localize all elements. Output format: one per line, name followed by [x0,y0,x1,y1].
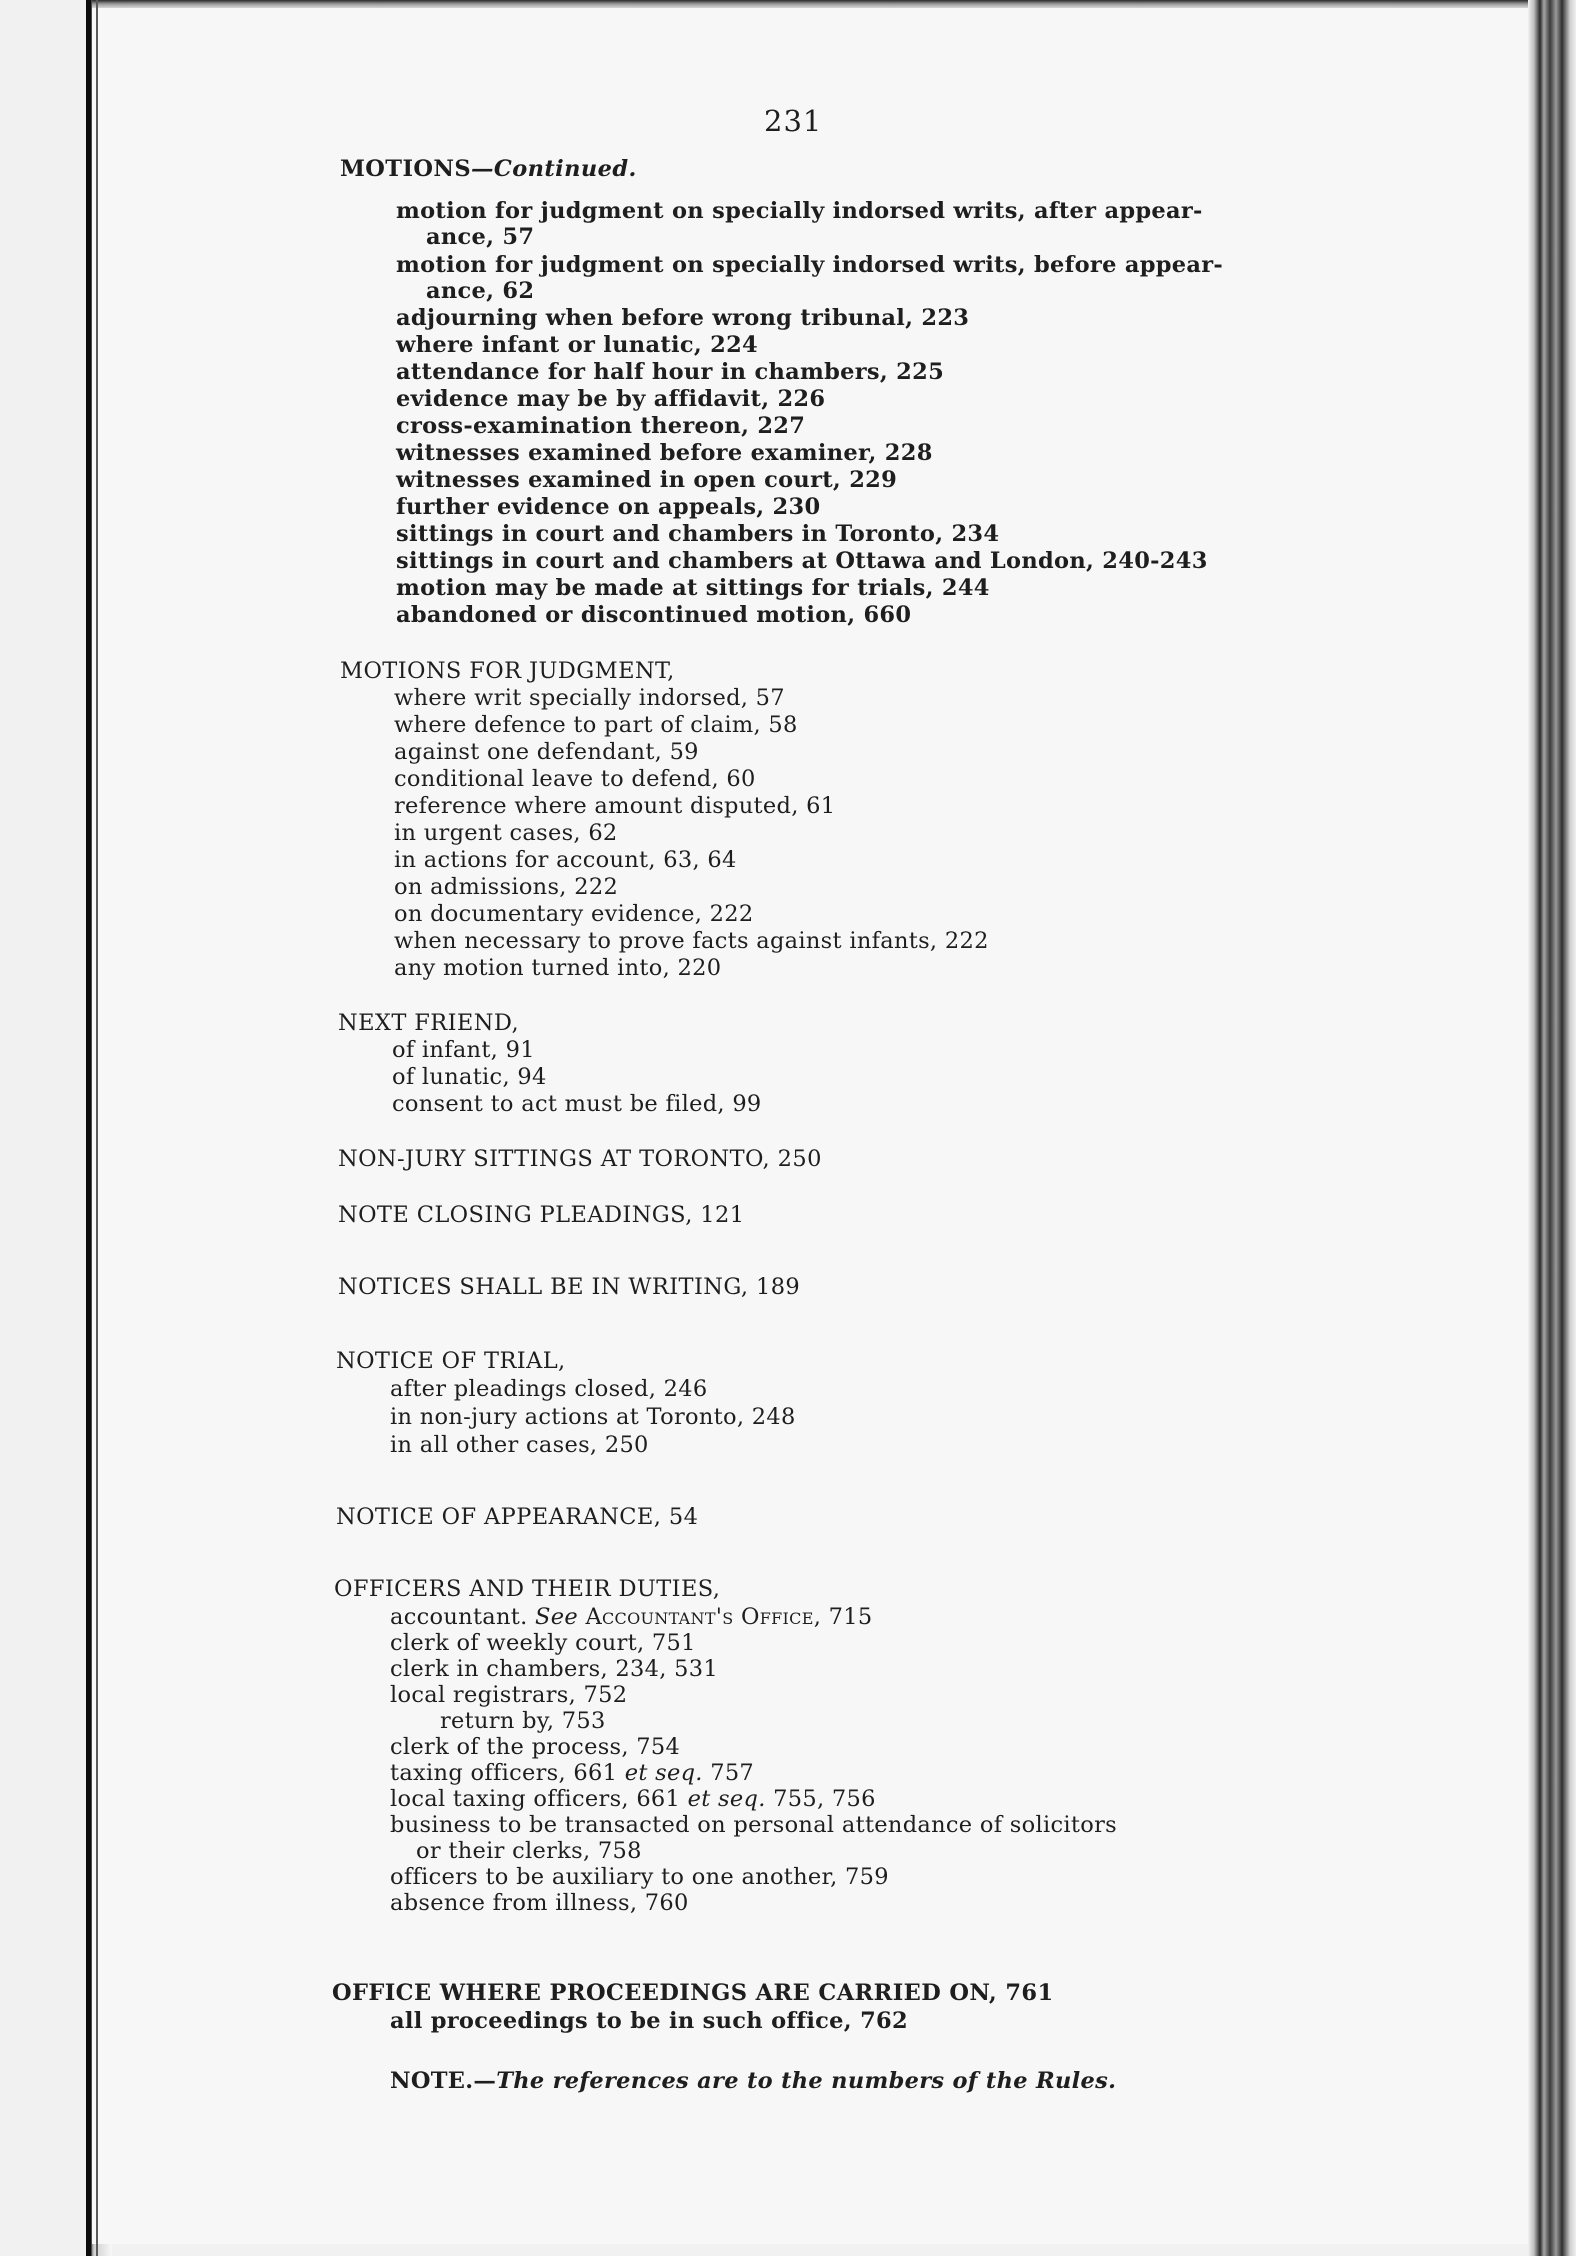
index-entry: on documentary evidence, 222 [394,901,754,927]
index-entry: of infant, 91 [392,1037,535,1063]
page-gutter-line [96,0,98,2256]
index-entry: against one defendant, 59 [394,739,699,765]
index-heading-notice-of-trial: NOTICE OF TRIAL, [336,1348,566,1374]
index-entry: clerk of weekly court, 751 [390,1630,696,1656]
index-entry: when necessary to prove facts against infants, 222 [394,928,989,954]
cross-reference: Accountant's Office [585,1604,814,1630]
index-entry: abandoned or discontinued motion, 660 [396,602,912,628]
index-entry: adjourning when before wrong tribunal, 223 [396,305,970,331]
index-entry: all proceedings to be in such office, 762 [390,2008,908,2034]
index-entry: any motion turned into, 220 [394,955,722,981]
index-entry-local-taxing-officers [390,1786,876,1812]
index-heading-motions-for-judgment: MOTIONS FOR JUDGMENT, [340,658,675,684]
entry-text: accountant. [390,1604,536,1630]
index-entry: in non-jury actions at Toronto, 248 [390,1404,796,1430]
index-entry: witnesses examined in open court, 229 [396,467,898,493]
index-heading-non-jury-sittings: NON-JURY SITTINGS AT TORONTO, 250 [338,1146,822,1172]
index-entry: further evidence on appeals, 230 [396,494,821,520]
index-entry: ance, 62 [426,278,535,304]
index-entry: clerk in chambers, 234, 531 [390,1656,718,1682]
index-heading-notices-in-writing: NOTICES SHALL BE IN WRITING, 189 [338,1274,801,1300]
footnote [390,2068,1116,2094]
index-entry: officers to be auxiliary to one another, 759 [390,1864,889,1890]
index-heading-office-proceedings: OFFICE WHERE PROCEEDINGS ARE CARRIED ON, 761 [332,1980,1054,2006]
index-entry: local registrars, 752 [390,1682,628,1708]
index-heading-motions [340,156,637,182]
page-edges-right [1528,0,1576,2256]
index-entry: conditional leave to defend, 60 [394,766,756,792]
et-seq: et seq. [687,1786,766,1812]
index-heading-note-closing-pleadings: NOTE CLOSING PLEADINGS, 121 [338,1202,745,1228]
book-page [92,8,1538,2244]
heading-continued: —Continued. [471,156,637,182]
index-entry: consent to act must be filed, 99 [392,1091,762,1117]
index-entry: where infant or lunatic, 224 [396,332,759,358]
index-entry: clerk of the process, 754 [390,1734,681,1760]
entry-number: 755, 756 [765,1786,876,1812]
index-heading-officers: OFFICERS AND THEIR DUTIES, [334,1576,721,1602]
index-subentry: return by, 753 [440,1708,606,1734]
index-entry: sittings in court and chambers at Ottawa and London, 240-243 [396,548,1208,574]
index-entry: witnesses examined before examiner, 228 [396,440,933,466]
index-entry: where defence to part of claim, 58 [394,712,798,738]
entry-text: taxing officers, 661 [390,1760,625,1786]
index-entry: sittings in court and chambers in Toronto, 234 [396,521,1000,547]
index-heading-notice-of-appearance: NOTICE OF APPEARANCE, 54 [336,1504,699,1530]
index-entry: motion for judgment on specially indorsed writs, after appear- [396,198,1203,224]
index-entry: absence from illness, 760 [390,1890,689,1916]
index-entry-taxing-officers [390,1760,754,1786]
entry-text: local taxing officers, 661 [390,1786,688,1812]
index-entry: on admissions, 222 [394,874,619,900]
note-label: NOTE.— [390,2068,497,2094]
entry-number: , 715 [813,1604,873,1630]
index-entry: in all other cases, 250 [390,1432,649,1458]
page-number: 231 [764,104,823,138]
see-reference: See [535,1604,578,1630]
index-entry: after pleadings closed, 246 [390,1376,708,1402]
entry-number: 757 [702,1760,755,1786]
index-entry: cross-examination thereon, 227 [396,413,806,439]
index-entry-accountant [390,1604,872,1630]
index-entry: reference where amount disputed, 61 [394,793,836,819]
index-entry: motion may be made at sittings for trials, 244 [396,575,990,601]
index-entry-continuation: or their clerks, 758 [416,1838,642,1864]
index-entry: business to be transacted on personal attendance of solicitors [390,1812,1117,1838]
index-heading-next-friend: NEXT FRIEND, [338,1010,520,1036]
index-entry: motion for judgment on specially indorsed writs, before appear- [396,252,1224,278]
heading-text: MOTIONS [340,156,471,182]
index-entry: in urgent cases, 62 [394,820,618,846]
index-entry: in actions for account, 63, 64 [394,847,737,873]
index-entry: evidence may be by affidavit, 226 [396,386,826,412]
et-seq: et seq. [624,1760,703,1786]
index-entry: of lunatic, 94 [392,1064,547,1090]
index-entry: attendance for half hour in chambers, 225 [396,359,945,385]
note-text: The references are to the numbers of the Rules. [496,2068,1117,2094]
index-entry: where writ specially indorsed, 57 [394,685,785,711]
index-entry: ance, 57 [426,224,535,250]
